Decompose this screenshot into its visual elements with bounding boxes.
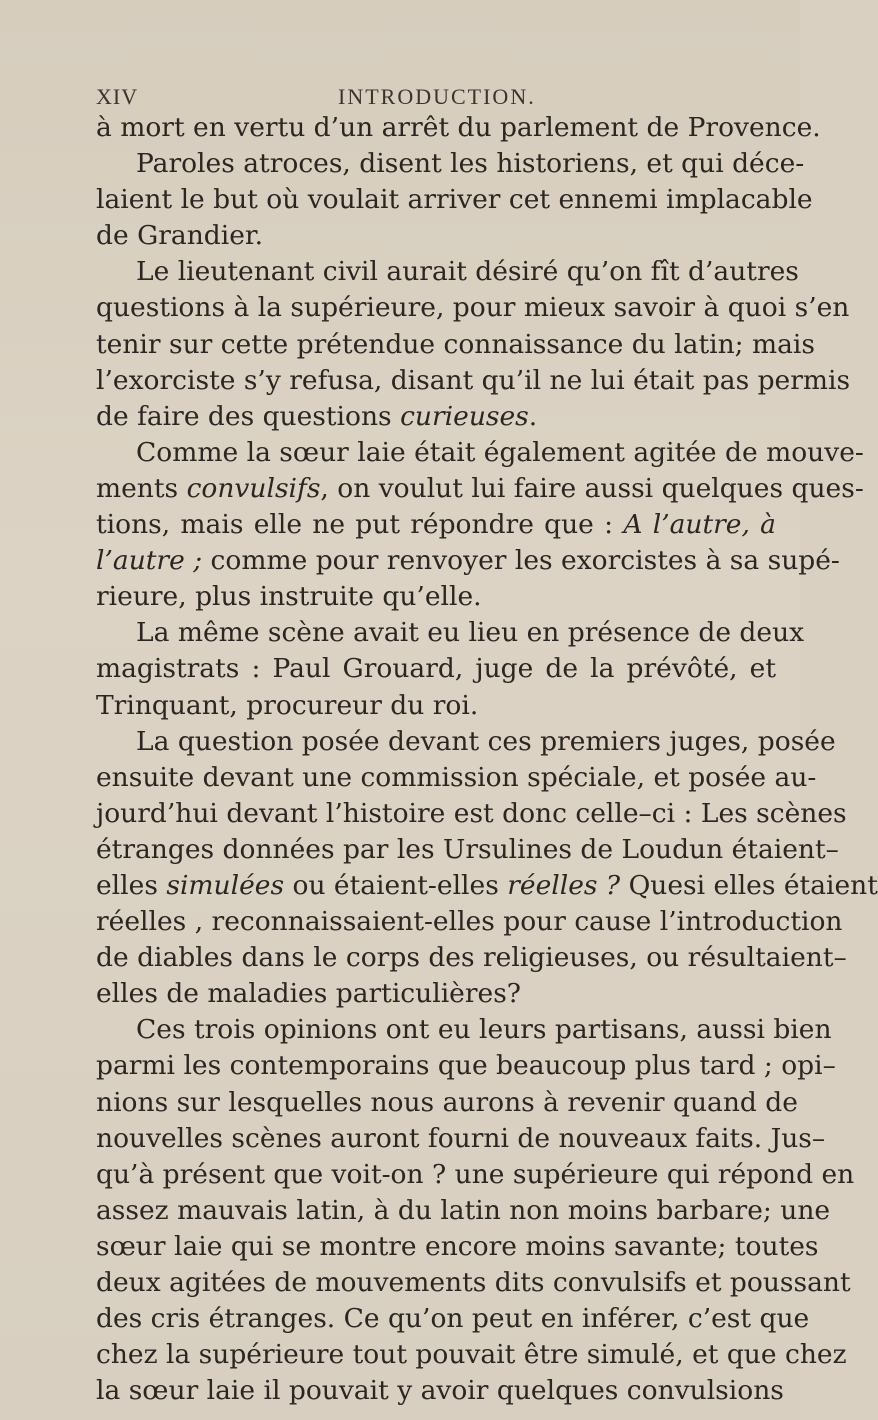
text-line: l’exorciste s’y refusa, disant qu’il ne lui était pas permis bbox=[96, 364, 851, 396]
italic-text: l’autre ; bbox=[96, 545, 203, 577]
text-line: rieure, plus instruite qu’elle. bbox=[96, 581, 482, 613]
text-segment: ments bbox=[96, 472, 187, 504]
running-title: INTRODUCTION. bbox=[338, 84, 536, 109]
text-line: parmi les contemporains que beaucoup plus tard ; opi– bbox=[96, 1050, 836, 1082]
text-line bbox=[96, 507, 776, 543]
text-segment: ou étaient-elles bbox=[284, 869, 508, 901]
text-line: Le lieutenant civil aurait désiré qu’on fît d’autres bbox=[136, 256, 799, 288]
text-line: elles de maladies particulières? bbox=[96, 978, 522, 1010]
text-line: La question posée devant ces premiers juges, posée bbox=[136, 725, 836, 757]
text-line bbox=[96, 543, 840, 579]
italic-text: simulées bbox=[166, 869, 285, 901]
text-line: nouvelles scènes auront fourni de nouveaux faits. Jus– bbox=[96, 1122, 826, 1154]
text-line: de Grandier. bbox=[96, 220, 264, 252]
text-line: questions à la supérieure, pour mieux savoir à quoi s’en bbox=[96, 292, 850, 324]
text-line: Paroles atroces, disent les historiens, et qui déce- bbox=[136, 148, 805, 180]
page-number: XIV bbox=[96, 84, 139, 109]
body-text bbox=[96, 110, 878, 1409]
text-line: Trinquant, procureur du roi. bbox=[96, 689, 479, 721]
italic-text: curieuses bbox=[400, 400, 529, 432]
text-line bbox=[96, 868, 878, 904]
text-segment: comme pour renvoyer les exorcistes à sa supé- bbox=[202, 545, 840, 577]
text-line: Comme la sœur laie était également agitée de mouve- bbox=[136, 436, 864, 468]
text-line: réelles , reconnaissaient-elles pour cause l’introduction bbox=[96, 906, 843, 938]
italic-text: A l’autre, à bbox=[623, 509, 776, 541]
text-line: à mort en vertu d’un arrêt du parlement de Provence. bbox=[96, 112, 821, 143]
text-line: des cris étranges. Ce qu’on peut en inférer, c’est que bbox=[96, 1303, 810, 1335]
text-line: laient le but où voulait arriver cet ennemi implacable bbox=[96, 184, 813, 216]
italic-text: convulsifs bbox=[186, 472, 321, 504]
text-line: nions sur lesquelles nous aurons à revenir quand de bbox=[96, 1086, 798, 1118]
text-segment: de faire des questions bbox=[96, 400, 401, 432]
text-line: qu’à présent que voit-on ? une supérieure qui répond en bbox=[96, 1158, 855, 1190]
text-line: la sœur laie il pouvait y avoir quelques convulsions bbox=[96, 1375, 784, 1407]
text-segment: elles bbox=[96, 869, 167, 901]
text-line: étranges données par les Ursulines de Loudun étaient– bbox=[96, 833, 839, 865]
text-line: jourd’hui devant l’histoire est donc celle–ci : Les scènes bbox=[96, 797, 847, 829]
text-line: chez la supérieure tout pouvait être simulé, et que chez bbox=[96, 1339, 847, 1371]
text-line: ensuite devant une commission spéciale, et posée au- bbox=[96, 761, 817, 793]
text-segment: , on voulut lui faire aussi quelques ques- bbox=[320, 472, 864, 504]
text-line: sœur laie qui se montre encore moins savante; toutes bbox=[96, 1230, 819, 1262]
text-line: de diables dans le corps des religieuses, ou résultaient– bbox=[96, 942, 847, 974]
italic-text: réelles ? bbox=[507, 869, 621, 901]
text-line bbox=[96, 399, 776, 435]
text-line: assez mauvais latin, à du latin non moins barbare; une bbox=[96, 1194, 831, 1226]
text-segment: tions, mais elle ne put répondre que : bbox=[96, 509, 624, 541]
text-line: Ces trois opinions ont eu leurs partisans, aussi bien bbox=[136, 1014, 832, 1046]
text-segment: . bbox=[528, 400, 538, 432]
text-line: magistrats : Paul Grouard, juge de la prévôté, et bbox=[96, 653, 776, 685]
text-line: tenir sur cette prétendue connaissance du latin; mais bbox=[96, 328, 815, 360]
text-line bbox=[96, 471, 864, 507]
text-line: deux agitées de mouvements dits convulsifs et poussant bbox=[96, 1267, 851, 1298]
text-line: La même scène avait eu lieu en présence de deux bbox=[136, 617, 805, 649]
running-header bbox=[96, 84, 776, 112]
text-segment: Quesi elles étaient bbox=[620, 869, 878, 901]
